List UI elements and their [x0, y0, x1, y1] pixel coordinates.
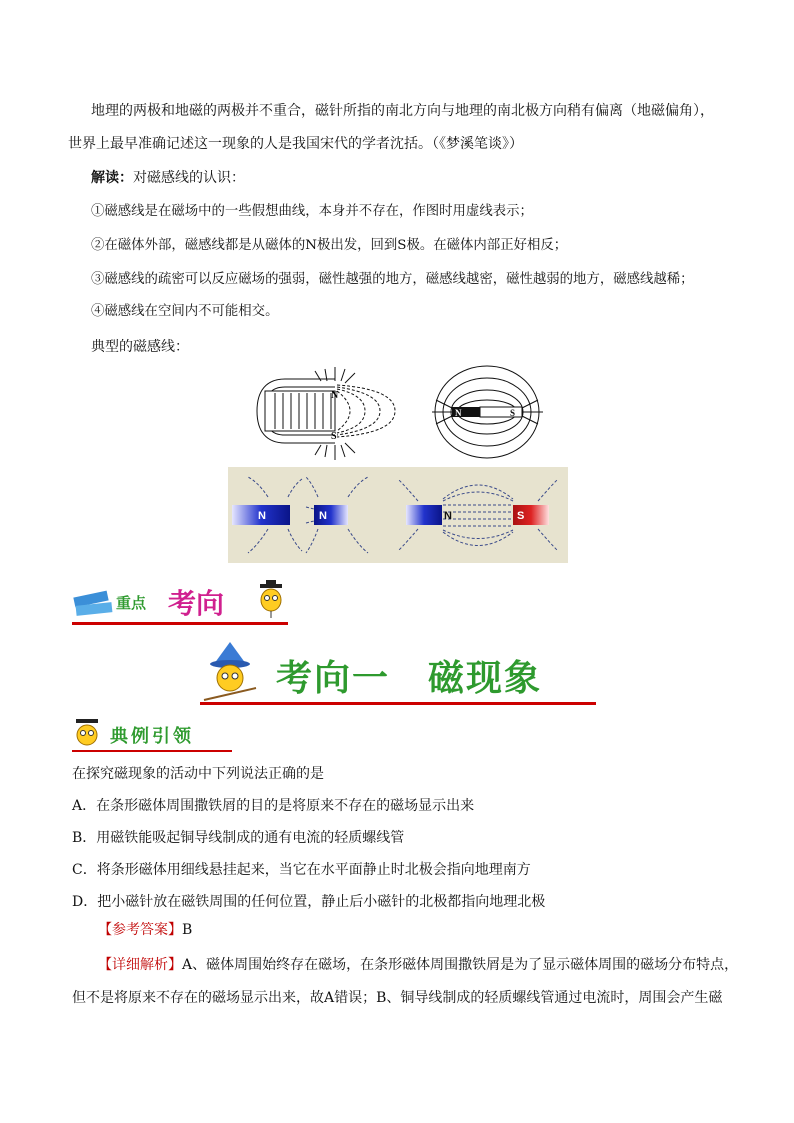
intro-line-1: 地理的两极和地磁的两极并不重合，磁针所指的南北方向与地理的南北极方向稍有偏离（地磁偏角）， [91, 103, 714, 119]
bar-magnet-s-label: S [510, 408, 516, 418]
explanation-line-2: 但不是将原来不存在的磁场显示出来，故A错误；B、铜导线制成的轻质螺线管通过电流时，周围会产生磁 [72, 990, 723, 1006]
u-magnet-n-label: N [331, 390, 339, 401]
analysis-item-4: ④磁感线在空间内不可能相交。 [91, 304, 279, 319]
answer-label: 【参考答案】 [98, 922, 182, 938]
key-directions-small-title: 重点 [116, 594, 147, 612]
mascot-small-icon [72, 716, 102, 750]
bar-magnet-field-figure [430, 362, 545, 462]
direction-one-heading [200, 642, 596, 706]
key-directions-heading [72, 578, 288, 626]
explanation-line-1 [98, 955, 738, 975]
option-a: A．在条形磁体周围撒铁屑的目的是将原来不存在的磁场显示出来 [72, 798, 475, 814]
typical-field-lines-label: 典型的磁感线： [91, 339, 189, 355]
example-heading [72, 716, 232, 752]
explanation-label: 【详细解析】 [98, 957, 182, 973]
mascot-scholar-icon [256, 580, 286, 620]
key-directions-large-title: 考向 [168, 587, 225, 620]
panel-magnet-4-s-label: S [517, 510, 525, 522]
answer-value: B [182, 922, 193, 938]
wizard-mascot-icon [200, 642, 260, 704]
intro-line-2: 世界上最早准确记述这一现象的人是我国宋代的学者沈括。（《梦溪笔谈》） [68, 136, 523, 152]
two-magnets-field-figure [228, 467, 568, 563]
panel-magnet-1-n-label: N [258, 510, 266, 522]
panel-magnet-2-n-label: N [319, 510, 327, 522]
analysis-item-2: ②在磁体外部，磁感线都是从磁体的N极出发，回到S极。在磁体内部正好相反； [91, 238, 568, 253]
option-c: C．将条形磁体用细线悬挂起来，当它在水平面静止时北极会指向地理南方 [72, 862, 531, 878]
u-magnet-s-label: S [331, 431, 337, 442]
analysis-heading [91, 168, 245, 188]
analysis-label: 解读： [91, 170, 133, 186]
direction-one-title: 考向一 磁现象 [276, 657, 543, 699]
option-d: D．把小磁针放在磁铁周围的任何位置，静止后小磁针的北极都指向地理北极 [72, 894, 546, 910]
question-stem: 在探究磁现象的活动中下列说法正确的是 [72, 766, 324, 782]
bar-magnet-n-label: N [455, 408, 462, 418]
u-magnet-field-figure [255, 365, 415, 462]
example-heading-title: 典例引领 [110, 726, 194, 747]
explanation-text-1: A、磁体周围始终存在磁场，在条形磁体周围撒铁屑是为了显示磁体周围的磁场分布特点， [182, 957, 739, 973]
analysis-title: 对磁感线的认识： [133, 170, 245, 186]
example-heading-underline [72, 750, 232, 752]
analysis-item-1: ①磁感线是在磁场中的一些假想曲线，本身并不存在，作图时用虚线表示； [91, 204, 533, 219]
analysis-item-3: ③磁感线的疏密可以反应磁场的强弱，磁性越强的地方，磁感线越密，磁性越弱的地方，磁感线越稀； [91, 272, 694, 287]
option-b: B．用磁铁能吸起铜导线制成的通有电流的轻质螺线管 [72, 830, 405, 846]
direction-one-underline [200, 702, 596, 705]
panel-magnet-3-n-label: N [444, 510, 452, 522]
reference-answer [98, 920, 192, 940]
